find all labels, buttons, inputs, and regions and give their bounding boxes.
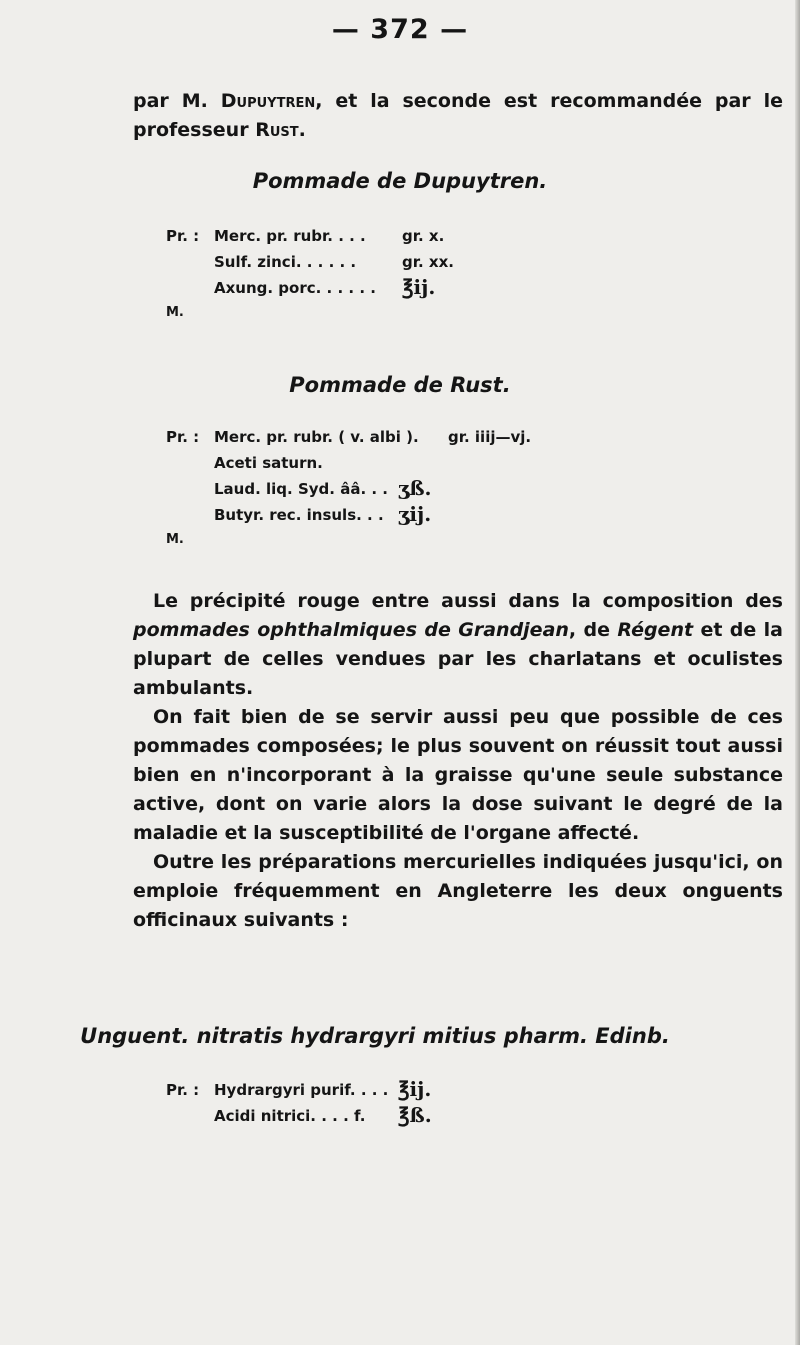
recipe-dupuytren [166, 227, 646, 325]
recipe-pr: Pr. : [166, 428, 200, 446]
recipe-rust [166, 428, 646, 552]
recipe-pr: Pr. : [166, 1081, 200, 1099]
quantity: ʒij. [398, 502, 432, 526]
ingredient: Merc. pr. rubr. ( v. albi ). [214, 428, 419, 446]
ingredient: Merc. pr. rubr. . . . [214, 227, 366, 245]
recipe-row [166, 227, 646, 253]
paragraph-text: Le précipité rouge entre aussi dans la composition des [153, 590, 783, 612]
quantity: gr. iiij—vj. [448, 428, 532, 446]
recipe-title-unguent: Unguent. nitratis hydrargyri mitius pharm. Edinb. [80, 1024, 670, 1048]
intro-text: par M. [133, 90, 221, 112]
paragraph-onguents: Outre les préparations mercurielles indiquées jusqu'ici, on emploie fréquemment en Angleterre les deux onguents officinaux suivants : [133, 851, 783, 931]
quantity: ʒß. [398, 476, 432, 500]
intro-text: , et la seconde est recommandée par le professeur [133, 90, 783, 141]
intro-text: . [298, 119, 306, 141]
misce-mark: M. [166, 305, 184, 320]
quantity: gr. x. [402, 227, 445, 245]
ingredient: Sulf. zinci. . . . . . [214, 253, 357, 271]
author-name-dupuytren: Dupuytren [220, 90, 316, 112]
ingredient: Aceti saturn. [214, 454, 323, 472]
paragraph-precipite [133, 587, 783, 703]
ingredient: Hydrargyri purif. . . . [214, 1081, 389, 1099]
quantity: ℥ß. [398, 1103, 432, 1127]
main-text [133, 587, 783, 935]
recipe-row [166, 305, 646, 325]
recipe-row [166, 275, 646, 305]
ingredient: Axung. porc. . . . . . [214, 279, 376, 297]
quantity: ℥ij. [402, 275, 436, 299]
recipe-row [166, 1103, 646, 1133]
quantity: gr. xx. [402, 253, 454, 271]
recipe-unguent [166, 1077, 646, 1133]
ingredient: Butyr. rec. insuls. . . [214, 506, 384, 524]
recipe-pr: Pr. : [166, 227, 200, 245]
ingredient: Acidi nitrici. . . . f. [214, 1107, 366, 1125]
intro-paragraph [133, 87, 783, 145]
recipe-title-rust: Pommade de Rust. [289, 373, 511, 397]
page-number: — 372 — [331, 14, 469, 45]
paragraph-pommades: On fait bien de se servir aussi peu que possible de ces pommades composées; le plus souvent on réussit tout aussi bien en n'incorporant à la graisse qu'une seule substance active, dont on varie alors la dose suivant le degré de la maladie et la susceptibilité de l'organe affecté. [133, 706, 783, 844]
recipe-row [166, 532, 646, 552]
author-name-rust: Rust [255, 119, 299, 141]
paragraph-italic: pommades ophthalmiques de Grandjean [133, 619, 569, 641]
paragraph-text: , de [568, 619, 618, 641]
recipe-row [166, 428, 646, 454]
ingredient: Laud. liq. Syd. ââ. . . [214, 480, 388, 498]
recipe-row [166, 502, 646, 532]
quantity: ℥ij. [398, 1077, 432, 1101]
paragraph-italic: Régent [617, 619, 694, 641]
paragraph-text: et de la plupart de celles vendues par les charlatans et oculistes ambulants. [133, 619, 783, 699]
misce-mark: M. [166, 532, 184, 547]
page-edge-shadow [795, 0, 800, 1345]
recipe-title-dupuytren: Pommade de Dupuytren. [252, 169, 548, 193]
